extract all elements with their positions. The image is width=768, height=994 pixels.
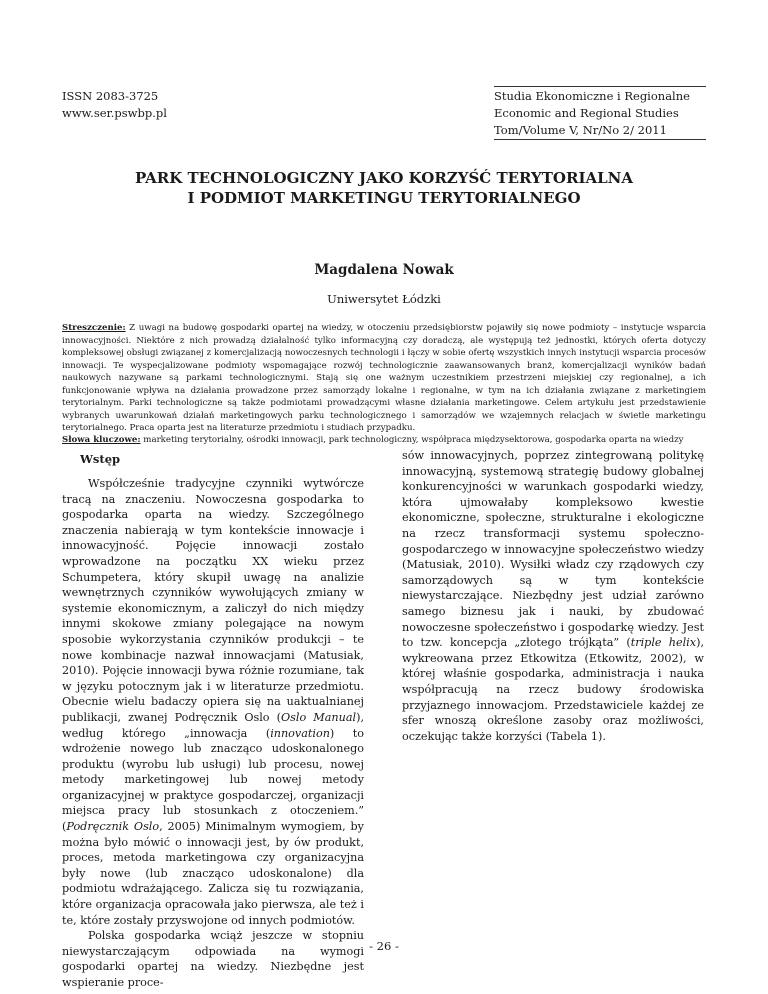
issn: ISSN 2083-3725 [62,89,159,103]
paragraph-1 [62,476,364,928]
paragraph-2: Polska gospodarka wciąż jeszcze w stopniu niewystarczającym odpowiada na wymogi gospodarki opartej na wiedzy. Niezbędne jest wspieranie proce- [62,929,364,989]
abstract [62,322,706,435]
text-run: ), wykreowana przez Etkowitza (Etkowitz, 2002), w której właśnie gospodarka, administracja i nauka współpracują na rzecz budowy środowiska przyjaznego innowacjom. Przedstawiciele każdej ze sfer wnoszą określone zasoby oraz możliwości, oczekując także korzyści (Tabela 1). [402,636,704,743]
italic-term: innovation [270,726,330,740]
keywords-label: Słowa kluczowe: [62,435,141,445]
journal-info-block [494,88,690,139]
text-run: , 2005) Minimalnym wymogiem, by można było mówić o innowacji jest, by ów produkt, proces, metoda marketingowa czy organizacyjna były nowe (lub znacząco udoskonalone) dla podmiotu wdrażającego. Zalicza się tu rozwiązania, które organizacja opracowała jako pierwsza, ale też i te, które zostały przyswojone od innych podmiotów. [62,820,364,927]
abstract-label: Streszczenie: [62,323,126,333]
paragraph-continued [402,448,704,744]
keywords [62,434,706,447]
header-rule-bottom [494,139,706,140]
text-run: Współcześnie tradycyjne czynniki wytwórcze tracą na znaczeniu. Nowoczesna gospodarka to gospodarka oparta na wiedzy. Szczególnego znaczenia nabierają w tym kontekście innowacje i innowacyjność. Pojęcie innowacji zostało wprowadzone na początku XX wieku przez Schumpetera, który skupił uwagę na analizie wewnętrznych czynników wywołujących zmiany w systemie ekonomicznym, a zaliczył do nich między innymi skokowe zmiany polegające na nowym sposobie wykorzystania czynników produkcji – te nowe kombinacje nazwał innowacjami (Matusiak, 2010). Pojęcie innowacji bywa różnie rozumiane, tak w języku potocznym jak i w literaturze przedmiotu. Obecnie wielu badaczy opiera się na uaktualnianej publikacji, zwanej Podręcznik Oslo ( [62,477,364,724]
journal-name-pl: Studia Ekonomiczne i Regionalne [494,89,690,103]
left-column [62,476,364,991]
italic-term: Podręcznik Oslo [66,820,160,834]
journal-id-block [62,88,167,122]
author-name: Magdalena Nowak [314,262,454,278]
page-number: - 26 - [369,939,399,953]
title-line-2: I PODMIOT MARKETINGU TERYTORIALNEGO [187,189,581,207]
paper-title [62,168,706,208]
journal-volume: Tom/Volume V, Nr/No 2/ 2011 [494,123,667,137]
author-affiliation: Uniwersytet Łódzki [327,292,441,306]
title-line-1: PARK TECHNOLOGICZNY JAKO KORZYŚĆ TERYTORIALNA [134,169,634,187]
italic-term: triple helix [630,636,697,650]
right-column [402,448,704,744]
text-run: ) to wdrożenie nowego lub znacząco udoskonalonego produktu (wyrobu lub usługi) lub procesu, nowej metody marketingowej lub nowej metody organizacyjnej w praktyce gospodarczej, organizacji miejsca pracy lub stosunkach z otoczeniem.” ( [62,726,364,834]
website: www.ser.pswbp.pl [62,106,167,120]
abstract-text: Z uwagi na budowę gospodarki opartej na wiedzy, w otoczeniu przedsiębiorstw pojawiły się nowe podmioty – instytucje wsparcia innowacyjności. Niektóre z nich prowadzą działalność tylko informacyjną czy doradczą, ale występują też jednostki, których oferta dotyczy kompleksowej obsługi związanej z komercjalizacją nowoczesnych technologii i łączy w sobie ofertę wszystkich innych instytucji wsparcia procesów innowacji. Te wyspecjalizowane podmioty wspomagające rozwój technologicznie zaawansowanych branż, komercjalizacji wyników badań naukowych nazywane są parkami technologicznymi. Stają się one ważnym uczestnikiem przestrzeni miejskiej czy regionalnej, a ich funkcjonowanie wpływa na działania prowadzone przez samorządy lokalne i regionalne, w tym na ich działania związane z marketingiem terytorialnym. Parki technologiczne są także podmiotami prowadzącymi własne działania marketingowe. Celem artykułu jest przedstawienie wybranych uwarunkowań działań marketingowych parku technologicznego i samorządów we wzajemnych relacjach w świetle marketingu terytorialnego. Praca oparta jest na literaturze przedmiotu i studiach przypadku. [62,323,706,433]
text-run: ), według którego „innowacja ( [62,710,364,740]
text-run: sów innowacyjnych, poprzez zintegrowaną politykę innowacyjną, systemową strategię budowy globalnej konkurencyjności w warunkach gospodarki wiedzy, która ujmowałaby kompleksowo kwestie ekonomiczne, społeczne, strukturalne i ekologiczne na rzecz transformacji systemu społeczno-gospodarczego w innowacyjne społeczeństwo wiedzy (Matusiak, 2010). Wysiłki władz czy rządowych czy samorządowych są w tym kontekście niewystarczające. Niezbędny jest udział zarówno samego biznesu jak i nauki, by zbudować nowoczesne społeczeństwo i gospodarkę wiedzy. Jest to tzw. koncepcja „złotego trójkąta” ( [402,449,704,650]
keywords-text: marketing terytorialny, ośrodki innowacji, park technologiczny, współpraca międzysektorowa, gospodarka oparta na wiedzy [140,435,684,445]
header-rule-top [494,86,706,87]
italic-term: Oslo Manual [280,710,357,724]
journal-name-en: Economic and Regional Studies [494,106,679,120]
section-heading: Wstęp [80,452,121,466]
